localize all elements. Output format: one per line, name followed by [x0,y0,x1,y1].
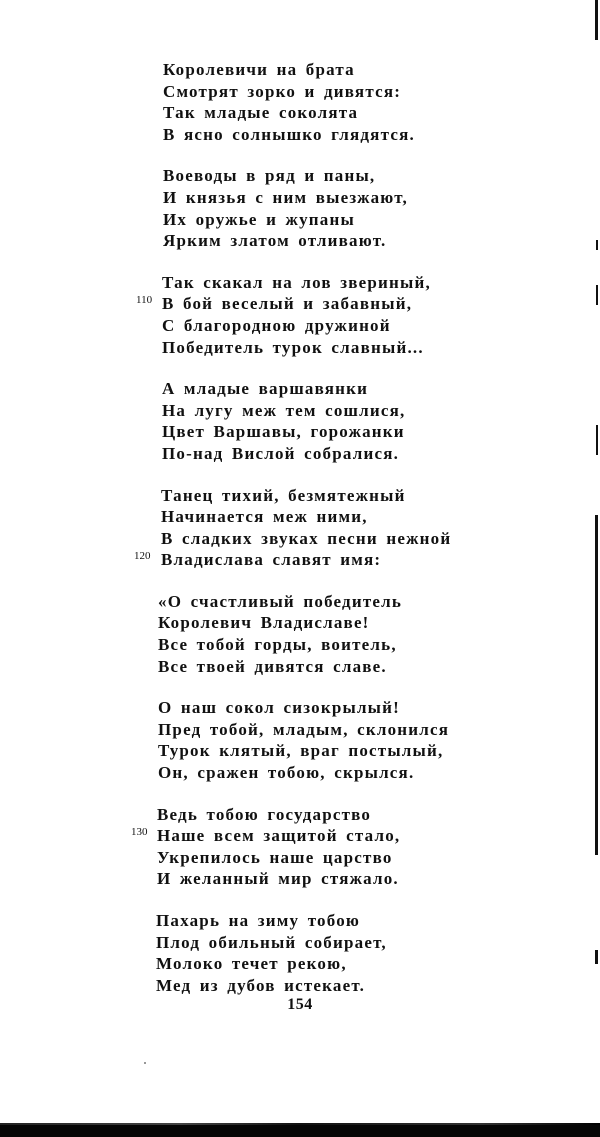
verse-line [0,762,600,784]
verse-line [0,59,600,81]
verse-text: Все тобой горды, воитель, [158,635,397,655]
stanza [0,485,600,571]
verse-text: Наше всем защитой стало, [157,826,401,846]
verse-text: А младые варшавянки [162,379,369,399]
verse-line [0,187,600,209]
verse-text: Королевичи на брата [163,60,355,79]
verse-line [0,81,600,103]
verse-line [0,528,600,550]
scan-edge-mark [596,240,598,250]
verse-text: Все твоей дивятся славе. [158,656,387,676]
verse-text: Ярким златом отливают. [163,231,387,251]
stanza [0,165,600,251]
verse-line [0,272,600,294]
scan-edge-mark [596,425,598,455]
scan-edge-mark [595,515,598,855]
verse-line [0,485,600,507]
verse-line [0,953,600,975]
stanza [0,804,600,890]
verse-text: Их оружье и жупаны [163,209,355,229]
verse-line [0,825,600,847]
scan-edge-mark [595,0,598,40]
stanza [0,910,600,996]
page-number: 154 [287,996,313,1013]
verse-text: С благородною дружиной [162,315,391,335]
line-number: 120 [134,550,151,563]
verse-text: Танец тихий, безмятежный [161,485,406,505]
verse-text: Владислава славят имя: [161,550,382,570]
verse-text: Цвет Варшавы, горожанки [162,422,405,442]
verse-line [0,591,600,613]
verse-line [0,612,600,634]
verse-text: Пахарь на зиму тобою [156,911,361,930]
verse-line [0,932,600,954]
verse-text: Воеводы в ряд и паны, [163,166,376,186]
verse-text: По-над Вислой собралися. [162,443,400,463]
verse-text: Он, сражен тобою, скрылся. [158,763,415,783]
verse-text: И князья с ним выезжают, [163,187,408,207]
line-number: 110 [136,294,153,307]
verse-line [0,804,600,826]
verse-text: Так скакал на лов звериный, [162,272,431,292]
verse-line [0,634,600,656]
scan-edge-mark [595,950,598,964]
verse-text: И желанный мир стяжало. [157,869,399,889]
stanza [0,591,600,677]
verse-line [0,400,600,422]
verse-line [0,910,600,932]
verse-line [0,230,600,252]
verse-text: Пред тобой, младым, склонился [158,719,450,739]
stanza [0,378,600,464]
verse-text: Победитель турок славный... [162,337,424,357]
verse-line [0,443,600,465]
verse-line [0,697,600,719]
verse-text: В ясно солнышко глядятся. [163,124,415,144]
verse-text: О наш сокол сизокрылый! [158,698,401,718]
verse-text: «О счастливый победитель [158,591,403,611]
verse-text: Плод обильный собирает, [156,932,387,952]
verse-text: Турок клятый, враг постылый, [158,741,444,761]
verse-line [0,102,600,124]
verse-line [0,124,600,146]
verse-line [0,740,600,762]
stanza [0,272,600,358]
scan-speck [144,1062,146,1064]
verse-text: Так младые соколята [163,103,359,123]
verse-text: Королевич Владиславе! [158,613,370,633]
verse-line [0,315,600,337]
verse-text: Начинается меж ними, [161,507,368,527]
verse-line [0,847,600,869]
verse-line [0,421,600,443]
verse-text: На лугу меж тем сошлися, [162,400,406,420]
line-number: 130 [131,826,148,839]
verse-text: Смотрят зорко и дивятся: [163,81,402,101]
verse-line [0,719,600,741]
verse-line [0,549,600,571]
verse-line [0,656,600,678]
verse-text: В бой веселый и забавный, [162,294,413,314]
verse-text: В сладких звуках песни нежной [161,528,452,548]
poem-body [0,59,600,1016]
verse-text: Молоко течет рекою, [156,954,347,974]
verse-line [0,165,600,187]
verse-line [0,868,600,890]
verse-line [0,337,600,359]
verse-text: Ведь тобою государство [157,804,372,824]
verse-text: Укрепилось наше царство [157,847,393,867]
verse-text: Мед из дубов истекает. [156,975,366,995]
verse-line [0,975,600,997]
stanza [0,59,600,145]
scan-edge-mark [596,285,598,305]
verse-line [0,378,600,400]
verse-line [0,506,600,528]
verse-line [0,209,600,231]
scan-bottom-border [0,1125,600,1137]
stanza [0,697,600,783]
verse-line [0,293,600,315]
